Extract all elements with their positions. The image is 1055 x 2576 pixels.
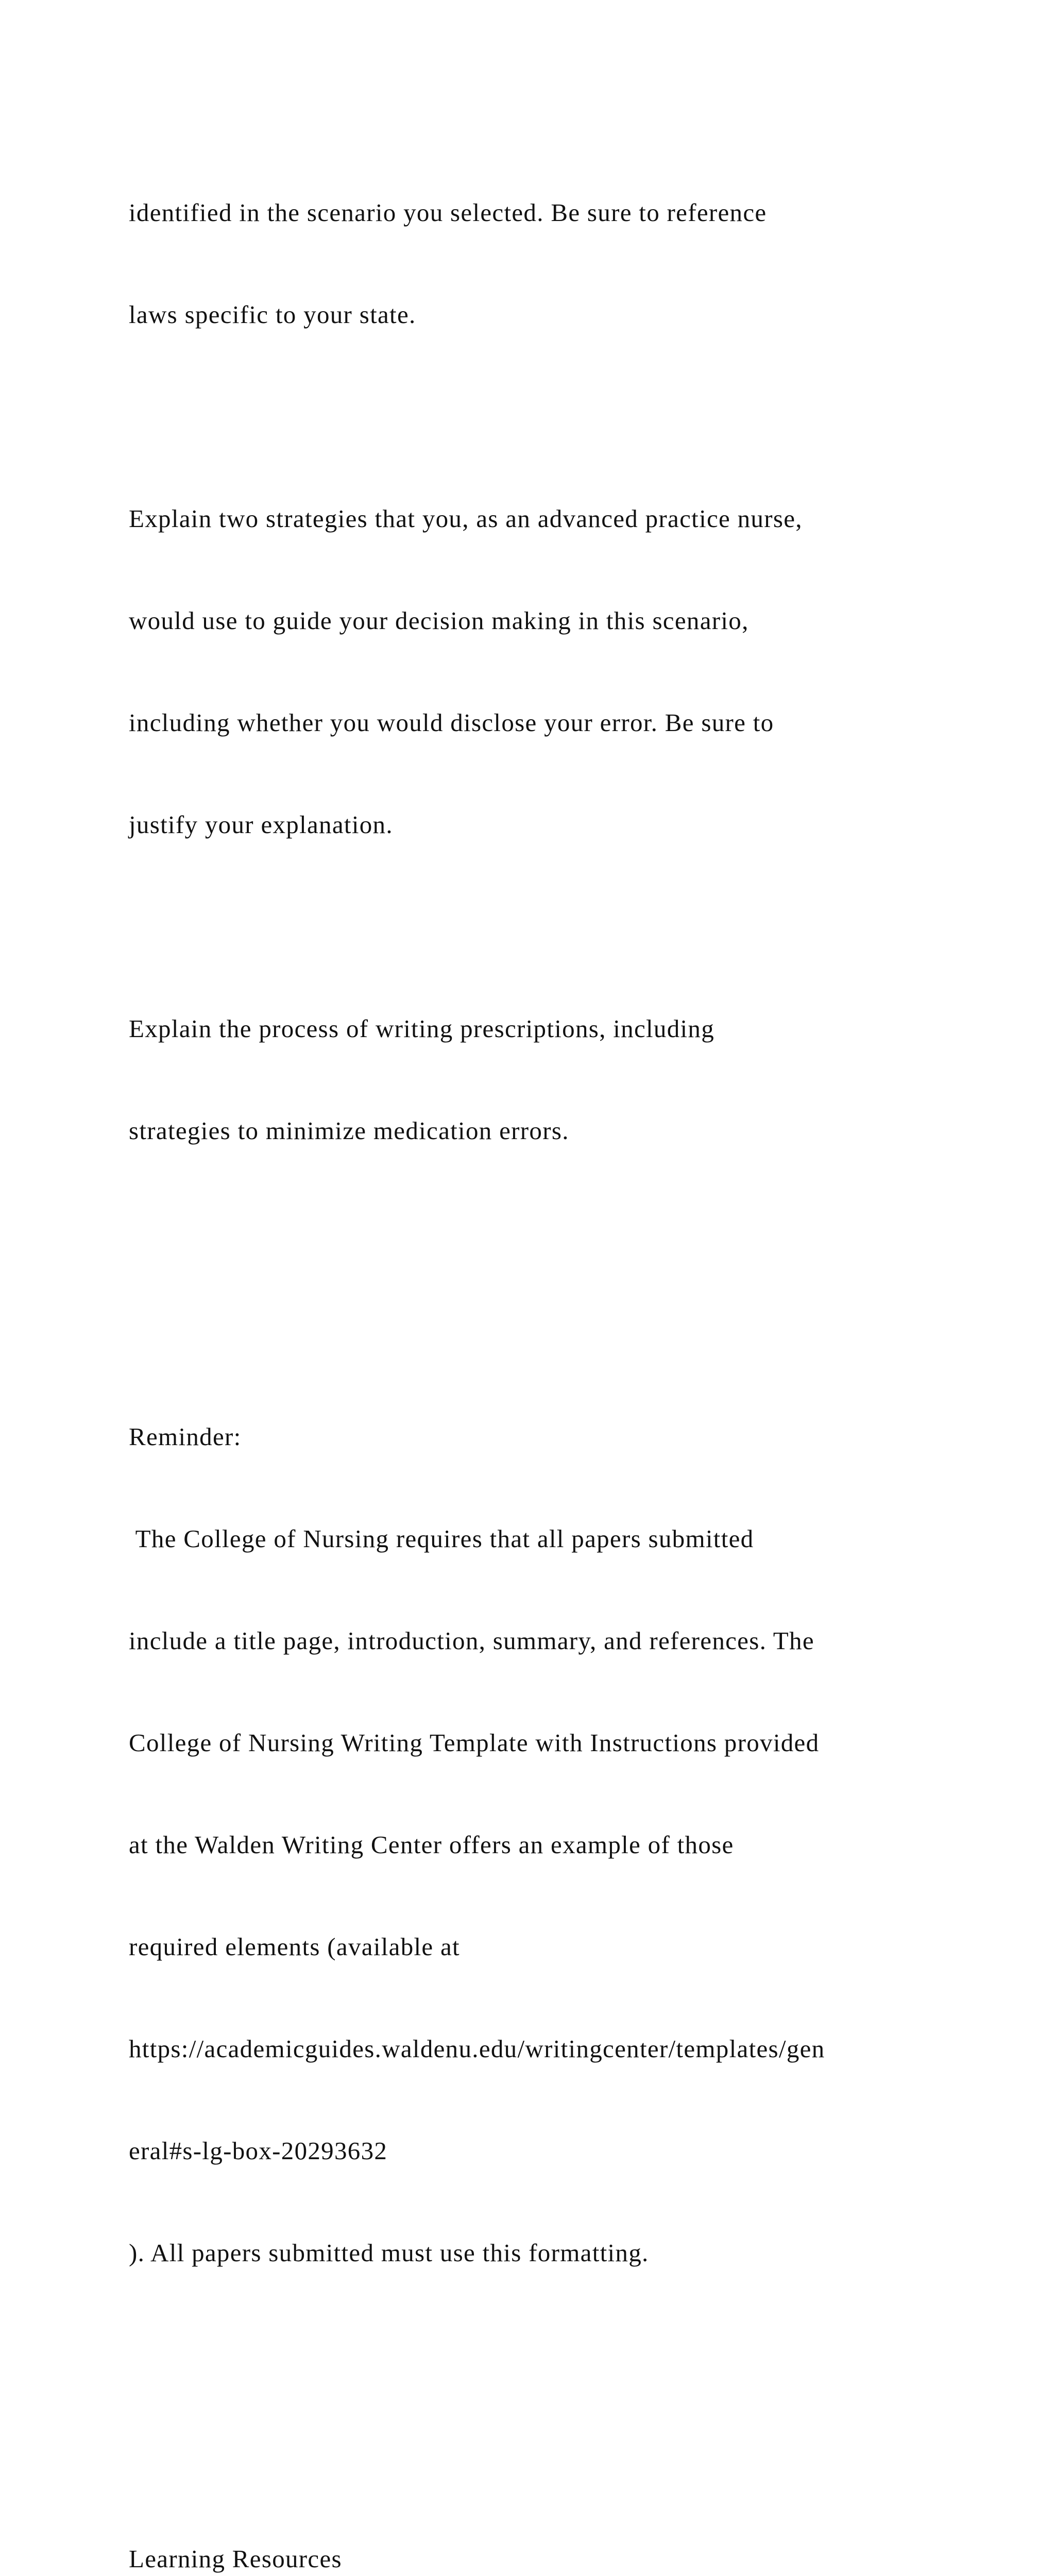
url-line: eral#s-lg-box-20293632 xyxy=(129,2137,388,2165)
text-line: including whether you would disclose your error. Be sure to xyxy=(129,708,774,737)
text-line: ). All papers submitted must use this formatting. xyxy=(129,2239,649,2267)
text-line: required elements (available at xyxy=(129,1933,460,1961)
text-line: Explain the process of writing prescriptions, including xyxy=(129,1014,715,1043)
blank-line xyxy=(129,910,1005,944)
learning-resources-heading: Learning Resources xyxy=(129,2545,342,2573)
text-line: at the Walden Writing Center offers an example of those xyxy=(129,1831,734,1859)
text-line: would use to guide your decision making in this scenario, xyxy=(129,606,749,635)
blank-line xyxy=(129,400,1005,434)
text-line: justify your explanation. xyxy=(129,810,393,839)
blank-line xyxy=(129,1216,1005,1250)
blank-line xyxy=(129,1318,1005,1352)
text-line: College of Nursing Writing Template with Instructions provided xyxy=(129,1728,820,1757)
blank-line xyxy=(129,2338,1005,2372)
reminder-heading: Reminder: xyxy=(129,1422,242,1451)
text-line: The College of Nursing requires that all papers submitted xyxy=(129,1524,754,1553)
text-line: identified in the scenario you selected. Be sure to reference xyxy=(129,198,767,227)
text-line: strategies to minimize medication errors. xyxy=(129,1116,569,1145)
url-line: https://academicguides.waldenu.edu/writingcenter/templates/gen xyxy=(129,2035,825,2063)
text-line: include a title page, introduction, summary, and references. The xyxy=(129,1626,814,1655)
text-line: laws specific to your state. xyxy=(129,300,416,329)
blank-line xyxy=(129,2440,1005,2474)
text-line: Explain two strategies that you, as an advanced practice nurse, xyxy=(129,504,803,533)
document-body xyxy=(129,128,1005,2576)
